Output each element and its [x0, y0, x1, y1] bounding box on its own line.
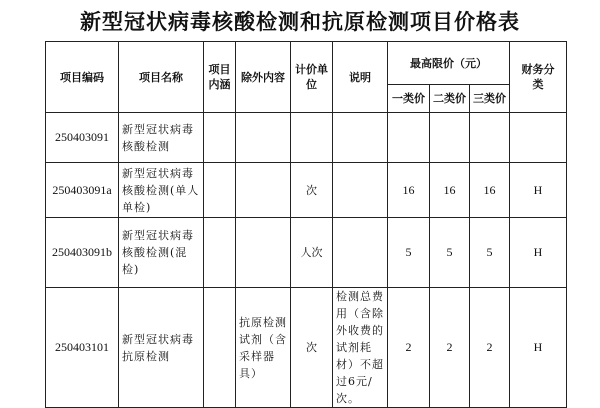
cell-excluded	[236, 163, 291, 218]
cell-class3: 16	[470, 163, 510, 218]
cell-excluded	[236, 218, 291, 288]
table-row	[46, 163, 567, 218]
cell-class3: 2	[470, 288, 510, 408]
header-content: 项目内涵	[204, 42, 236, 113]
table-row	[46, 113, 567, 163]
cell-class1	[388, 113, 430, 163]
cell-class2: 5	[430, 218, 470, 288]
cell-unit: 人次	[291, 218, 333, 288]
header-excluded: 除外内容	[236, 42, 291, 113]
cell-note: 检测总费用（含除外收费的试剂耗材）不超过6元/次。	[333, 288, 388, 408]
header-class1: 一类价	[388, 85, 430, 113]
header-max-price: 最高限价（元）	[388, 42, 510, 85]
cell-content	[204, 113, 236, 163]
cell-class2	[430, 113, 470, 163]
page-title: 新型冠状病毒核酸检测和抗原检测项目价格表	[80, 9, 520, 34]
cell-excluded: 抗原检测试剂（含采样器具）	[236, 288, 291, 408]
cell-name: 新型冠状病毒核酸检测(混检)	[119, 218, 204, 288]
cell-code: 250403091	[46, 113, 119, 163]
header-note: 说明	[333, 42, 388, 113]
cell-note	[333, 113, 388, 163]
header-name: 项目名称	[119, 42, 204, 113]
cell-name: 新型冠状病毒抗原检测	[119, 288, 204, 408]
cell-note	[333, 163, 388, 218]
header-finance: 财务分类	[510, 42, 567, 113]
cell-finance	[510, 113, 567, 163]
cell-finance: H	[510, 218, 567, 288]
cell-class1: 5	[388, 218, 430, 288]
header-unit: 计价单位	[291, 42, 333, 113]
table-row	[46, 218, 567, 288]
cell-class2: 16	[430, 163, 470, 218]
cell-class2: 2	[430, 288, 470, 408]
cell-unit: 次	[291, 288, 333, 408]
cell-class1: 16	[388, 163, 430, 218]
cell-name: 新型冠状病毒核酸检测(单人单检)	[119, 163, 204, 218]
price-table	[45, 41, 567, 408]
header-class3: 三类价	[470, 85, 510, 113]
cell-content	[204, 163, 236, 218]
cell-name: 新型冠状病毒核酸检测	[119, 113, 204, 163]
cell-class3	[470, 113, 510, 163]
cell-class3: 5	[470, 218, 510, 288]
cell-finance: H	[510, 288, 567, 408]
cell-finance: H	[510, 163, 567, 218]
cell-note	[333, 218, 388, 288]
cell-code: 250403091a	[46, 163, 119, 218]
table-row	[46, 288, 567, 408]
cell-class1: 2	[388, 288, 430, 408]
cell-code: 250403091b	[46, 218, 119, 288]
header-class2: 二类价	[430, 85, 470, 113]
header-code: 项目编码	[46, 42, 119, 113]
cell-code: 250403101	[46, 288, 119, 408]
cell-content	[204, 288, 236, 408]
cell-unit: 次	[291, 163, 333, 218]
cell-excluded	[236, 113, 291, 163]
cell-unit	[291, 113, 333, 163]
cell-content	[204, 218, 236, 288]
